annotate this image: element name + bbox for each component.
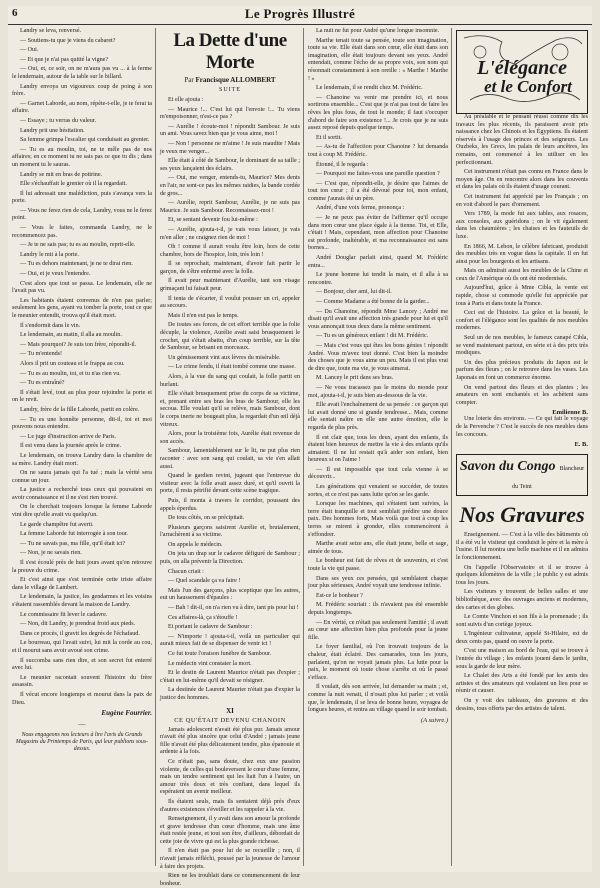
- paragraph: Mais l'un des garçons, plus sceptique que les autres, eut un haussement d'épaules :: [160, 587, 300, 602]
- paragraph: On vend partout des fleurs et des plantes ; les amateurs en sont enchantés et les achètent sans compter.: [456, 384, 588, 406]
- paragraph: Et il sortit.: [316, 134, 342, 141]
- paragraph: La justice a recherché tous ceux qui pouvaient en avoir connaissance et il ne s'est rien trouvé.: [12, 487, 152, 501]
- paragraph: Le garde champêtre fut averti.: [20, 521, 94, 528]
- note-signature: E. B.: [574, 441, 588, 449]
- paragraph: Rien ne les troublait dans ce commencement de leur bonheur.: [160, 873, 300, 887]
- paragraph: Et le destin de Laurent Maurice n'était pas d'expier ; c'était en lui-même qu'il devait se résigner.: [160, 670, 300, 684]
- paragraph: Landry se mit en bras de poitrine.: [20, 171, 103, 178]
- paragraph: Le lendemain, la justice, les gendarmes et les voisins s'étaient rassemblés devant la maison de Landry.: [12, 594, 152, 608]
- paragraph: Le lendemain, on trouva Landry dans la chambre de sa mère. Landry était mort.: [12, 452, 152, 467]
- paragraph: Cet instrument n'était pas connu en France dans le moyen âge. On en rencontre alors dans les couvents et dans les palais où ils étaient d'usage courant.: [456, 169, 588, 191]
- serial-subtitle: SUITE: [219, 87, 241, 93]
- savon-subtitle: Blancheur du Teint: [512, 466, 585, 491]
- paragraph: Plusieurs garçons saisirent Aurélie et, brutalement, l'arrachèrent à sa victime.: [160, 524, 300, 539]
- paragraph: Et elle ajouta :: [168, 97, 204, 103]
- paragraph: — As-tu de l'affection pour Chanoine ? lui demanda tout à coup M. Frédéric.: [308, 144, 448, 158]
- paragraph: Marthe avait seize ans, elle était jeune, belle et sage, aimée de tous.: [308, 541, 448, 555]
- paragraph: Ce n'était pas, sans doute, chez eux une passion violente, de celles qui bouleversent le cœur d'une femme, mais un tendre sentiment qui les liait l'un à l'autre, un amour très doux et très confiant, dans lequel ils espéraient un avenir meilleur.: [160, 758, 300, 796]
- paragraph: Chacun criait :: [168, 568, 204, 575]
- paragraph: Elle s'était brusquement prise du corps de sa victime, et, prenant entre ses bras les bras de Sambour, elle les secoua. Elle voulait qu'il se relève, mais Sambour, dont le corps inerte ne bougeait plus, la regardait d'un œil déjà vitreux.: [160, 391, 300, 428]
- paragraph: — Il est impossible que tout cela vienne à se découvrir...: [308, 466, 448, 481]
- paragraph: Un des plus précieux produits du Japon est le parfum des fleurs ; on le retrouve dans les vases. Les Japonais en font un commerce énorme.: [456, 359, 588, 381]
- paragraph: Dans ses yeux ces pensées, qui semblaient chaque jour plus sérieuses, André voyait une tendresse infinie.: [308, 575, 448, 590]
- ornament: —: [78, 720, 86, 729]
- paragraph: Il voulait, dès son arrivée, lui demander sa main ; et, comme la nuit venait, il n'osait plus lui parler ; et voilà que, le lendemain, il se leva de bonne heure, voyagea de longues heures, et rentra au village quand le soir tombait.: [308, 684, 448, 714]
- paragraph: Au préalable et le pensant réussi comme dix les travaux les plus récents, ils paraissent avoir pris naissance chez les Chinois et les Égyptiens. Ils étaient réservés à l'usage des princes et des seigneurs. Les Ouzbeks, les Grecs, les palais de leurs ancêtres, les romains, ont commencé à les utiliser en les perfectionnant.: [456, 114, 588, 166]
- paragraph: — Vous ne ferez rien de cela, Landry, vous ne le ferez point.: [12, 207, 152, 222]
- paragraph: — Oui.: [20, 47, 39, 54]
- paragraph: Le lendemain, il se rendit chez M. Frédéric.: [316, 85, 423, 92]
- column-features: [456, 28, 588, 868]
- paragraph: On y voit des tableaux, des gravures et des dessins, tous offerts par des artistes de talent.: [456, 698, 588, 712]
- paragraph: Les habitants étaient convenus de n'en pas parler; seulement les gens, ayant vu tomber la porte, tout ce que le meunier entendit, trouva qu'il était mort.: [12, 297, 152, 319]
- paragraph: Landry prit une hésitation.: [20, 127, 85, 134]
- paragraph: — Non, je ne savais rien.: [20, 550, 82, 557]
- paragraph: Est-ce le bonheur ?: [316, 592, 363, 599]
- paragraph: Elle avait l'enchaînement de sa pensée : ce garçon qui lui avait donné une si grande tendresse... Mais, comme elle sentait naître en elle une autre émotion, elle le regarda de plus près.: [308, 402, 448, 431]
- paragraph: — Tu m'entends!: [20, 351, 63, 358]
- paragraph: — Tu es au moulin, toi, ne te mêle pas de nos affaires; en ce moment tu ne sais pas ce que tu dis ; dans un moment tu le sauras.: [12, 146, 152, 168]
- paragraph: La femme Laborde fut interrogée à son tour.: [20, 531, 128, 538]
- paragraph: Landry le mit à la porte.: [20, 251, 79, 258]
- paragraph: — Tu es dehors maintenant, je ne te dirai rien.: [20, 261, 133, 268]
- journal-title: Le Progrès Illustré: [244, 6, 356, 21]
- paragraph: Jamais adolescent n'avait été plus pur. Jamais amour n'avait été plus sincère que celui d'André ; jamais jeune fille n'avait été plus délicatement tendre, plus épanouie et ardente à la fois.: [160, 726, 300, 756]
- serial-author-prefix: Par: [184, 76, 194, 84]
- paragraph: — Mais c'est vous qui êtes les bons génies ! répondit André. Vous m'avez tout donné. C'est bien la moindre des choses que je vous aime un peu. Mais il est plus vrai de dire que, toute ma vie, je vous aimerai.: [308, 342, 448, 372]
- elegance-article: [456, 114, 588, 407]
- page-number: 6: [12, 7, 18, 19]
- paragraph: — Maurice !... C'est lui qui l'envoie !... Tu viens m'empoisonner, n'est-ce pas ?: [160, 106, 300, 121]
- paragraph: On le cherchait toujours lorsque la femme Laborde vint dire qu'elle avait vu quelqu'un.: [12, 504, 152, 519]
- paragraph: Elle s'échauffait le grenier où il la regardait.: [20, 181, 127, 188]
- column-serial-cont: [308, 28, 448, 868]
- paragraph: Le jeune homme lui tendit la main, et il alla à sa rencontre.: [308, 272, 448, 286]
- paragraph: — Tu es un généreux enfant ! dit M. Frédéric.: [316, 333, 429, 340]
- column-rule: [303, 28, 304, 866]
- serial-text: [160, 97, 300, 703]
- paragraph: Il n'en était pas pour lui de se recueillir ; non, il n'avait jamais réfléchi, poussé par la jeunesse de l'amour à faire des projets.: [160, 848, 300, 870]
- paragraph: Mais il n'en eut pas le temps.: [168, 312, 239, 319]
- paragraph: Et c'est ainsi que s'est terminée cette triste affaire dans le village de Lambert.: [12, 577, 152, 591]
- paragraph: — Soutiens-tu que je viens du cabaret?: [20, 37, 116, 44]
- paragraph: Les générations qui venaient se succéder, de toutes sortes, et ce n'est pas sans lutte qu'on se les garde.: [308, 484, 448, 498]
- paragraph: Le meunier racontait souvent l'histoire du frère assassin.: [12, 674, 152, 689]
- paragraph: Sambour, lamentablement sur le lit, ne put plus rien raconter : avec son sang qui coulait, sa vie s'en allait aussi.: [160, 448, 300, 470]
- paragraph: Il s'est écoulé près de huit jours avant qu'on retrouve la preuve du crime.: [12, 560, 152, 574]
- paragraph: Aujourd'hui, grâce à Mme Cibla, la vente est rapide, chose si commode qu'elle fut appréciée par tous à Paris et dans toute la France.: [456, 285, 588, 307]
- paragraph: Il s'endormit dans le vin.: [20, 322, 81, 329]
- paragraph: On l'appelle l'Observatoire et il se trouve à quelques kilomètres de la ville ; le public y est admis tous les jours.: [456, 564, 588, 586]
- paragraph: — Non, dit Landry, je prendrai froid aux pieds.: [20, 621, 136, 628]
- paragraph: Oh ! comme il aurait voulu être loin, hors de cette chambre, hors de l'hospice, loin, très loin !: [160, 244, 300, 258]
- paragraph: — Je te ne sais pas; tu es au moulin, reprit-elle.: [20, 242, 136, 249]
- paragraph: M. Lancey le prit dans ses bras.: [316, 375, 394, 382]
- serial-text-chapter: [160, 727, 300, 888]
- paragraph: André Douglar parlait ainsi, quand M. Frédéric entra...: [308, 255, 448, 269]
- paragraph: Vers 1789, la mode fut aux tables, aux rosaces, aux consoles, aux guéridons ; on le vit également dans les chaumières ; les chaises et les fauteuils de luxe.: [456, 211, 588, 240]
- paragraph: Landry envoya un vigoureux coup de poing à son frère.: [12, 83, 152, 98]
- gravures-title: Nos Gravures: [459, 502, 585, 528]
- paragraph: C'est alors que tout se passa. Le lendemain, elle ne l'avait pas vu.: [12, 280, 152, 295]
- paragraph: Ils étaient seuls, mais ils sentaient déjà près d'eux d'autres existences s'éveiller et les rappeler à la vie.: [160, 798, 300, 813]
- elegance-logo-art: [456, 30, 588, 114]
- paragraph: La destinée de Laurent Maurier n'était pas d'expier la justice des hommes.: [160, 687, 300, 701]
- paragraph: — Le crime fendu, il était tombé comme une masse.: [168, 364, 296, 371]
- paragraph: — En vérité, ce n'était pas seulement l'amitié ; il avait au cœur une affection bien plus profonde pour la jeune fille.: [308, 619, 448, 641]
- paragraph: Ceci est de l'histoire. La grâce et la beauté, le confort et l'élégance sont les qualités de nos meubles modernes.: [456, 310, 588, 332]
- story-signature: Eugène Fourrier.: [101, 709, 152, 718]
- paragraph: En 1866, M. Lebon, le célèbre fabricant, produisit des meubles très en vogue dans la capitale. Il en fut ainsi pour les bourgeois et les artisans.: [456, 243, 588, 265]
- paragraph: — Oui, et, ce soir, on ne m'aura pas vu ... à la ferme le lendemain, autour de la table sur le billard.: [12, 66, 152, 80]
- paragraph: Puis, il monta à travers le corridor, poussant des appels éperdus.: [160, 497, 300, 512]
- chapter-title: CE QU'ÉTAIT DEVENU CHANOIN: [174, 716, 286, 724]
- chapter-number: XI: [226, 706, 234, 715]
- paragraph: Étonné, il le regarda :: [316, 161, 369, 168]
- paragraph: Les visiteurs y trouvent de belles salles et une bibliothèque, avec des ouvrages anciens et modernes, des cartes et des globes.: [456, 589, 588, 611]
- paragraph: Enseignement. — C'est à la ville des bâtiments où il a été vu le visiteur qui conduisit le père et la mère à l'usine. Il lui montra une belle machine et il en admira le fonctionnement.: [456, 532, 588, 561]
- paragraph: — Non ! personne ne m'aime ! Je suis maudite ! Mais je veux me venger...: [160, 140, 300, 155]
- paragraph: On appela le médecin.: [168, 541, 223, 548]
- column-serial: [160, 28, 300, 887]
- paragraph: Le Chalet des Arts a été fondé par les amis des artistes et des amateurs qui voulaient un lieu pour se réunir et causer.: [456, 673, 588, 695]
- paragraph: Sa femme grimpa l'escalier qui conduisait au grenier.: [20, 137, 150, 144]
- newspaper-page: [8, 6, 592, 887]
- paragraph: — Oui, me venger, entends-tu, Maurice? Mes dents en l'air, ne sont-ce pas les mêmes raidies, la bande cordée de gros...: [160, 175, 300, 197]
- paragraph: Ce fut toute l'oraison funèbre de Sambour.: [168, 651, 272, 657]
- paragraph: — Mais pourquoi? Je suis ton frère, répondit-il.: [20, 341, 137, 348]
- paragraph: — Bonjour, cher ami, lui dit-il.: [316, 289, 392, 296]
- paragraph: Dans ce procès, il gravit les degrés de l'échafaud.: [20, 630, 140, 637]
- paragraph: Alors, pour la troisième fois, Aurélie était revenue de son accès.: [160, 431, 300, 445]
- paragraph: — Bah ! dit-il, on n'a rien vu à dire, tant pis pour lui !: [168, 605, 299, 612]
- paragraph: On jeta un drap sur le cadavre défiguré de Sambour ; puis, on alla prévenir la Direction.: [160, 551, 300, 566]
- paragraph: Le médecin vint constater la mort.: [168, 660, 252, 667]
- paragraph: Le lendemain, au matin, il alla au moulin.: [20, 332, 122, 339]
- paragraph: Seul un de nos meubles, le fameux canapé Cibla, se vend maintenant partout, en série et à des prix très modiques.: [456, 335, 588, 357]
- paragraph: — Oui, et je veux l'entendre.: [20, 271, 91, 278]
- paragraph: Landry se leva, renversé.: [20, 28, 82, 34]
- paragraph: Il succomba sans rien dire, et son secret fut enterré avec lui.: [12, 657, 152, 672]
- note-text: Une loterie des environs. — Ce qui fait le voyage de la Pervenche ? C'est le succès de nos meubles dans les concours.: [456, 416, 588, 438]
- paragraph: — Le juge d'instruction arrive de Paris.: [20, 433, 117, 440]
- paragraph: — Et que je n'ai pas quitté la vigne?: [20, 56, 109, 63]
- paragraph: Marthe tenait toute sa pensée, toute son imagination, toute sa vie. Elle était dans son cœur, elle était dans son imagination, elle était toujours devant ses yeux. André entendait, comme l'écho de sa propre voix, son nom qui résonnait constamment à son oreille : « Marthe ! Marthe ! »: [308, 37, 448, 82]
- column-rule: [451, 28, 452, 866]
- paragraph: — Essaye ; tu verras du valeur.: [20, 117, 96, 124]
- paragraph: — Je ne peux pas éviter de l'affirmer qu'il occupe dans mon cœur une place égale à la tienne. Toi, et Elle, c'était ! Mais, cependant, mon affection pour Chanoine est profonde, inaltérable, et ma reconnaissance est sans bornes...: [308, 215, 448, 252]
- paragraph: Il s'était levé, tout au plus pour rejoindre la porte et on le revit.: [12, 389, 152, 404]
- paragraph: Elle était à côté de Sambour, le dominant de sa taille ; ses yeux lançaient des éclairs.: [160, 158, 300, 172]
- paragraph: Renseignement, il y avait dans son amour la profonde et grave tendresse d'un cœur d'homme, mais une âme était restée jeune, et tout son être, d'ailleurs, débordait de cette joie de vivre qui est la plus grande richesse.: [160, 816, 300, 845]
- serial-title: La Dette d'une Morte: [173, 30, 287, 73]
- paragraph: — Aurélie ! écoute-moi ! répondit Sambour. Je suis un ami. Vous savez bien que je vous aime, moi !: [160, 123, 300, 138]
- paragraph: Il se reprochait, maintenant, d'avoir fait partir le garçon, de s'être enfermé avec la folle.: [160, 261, 300, 275]
- paragraph: Mais on admirait aussi les meubles de la Chine et ceux de l'Amérique où ils ont été modernisés.: [456, 268, 588, 282]
- paragraph: Le bourreau, qui l'avait suivi, lui mit la corde au cou, et il mourut sans avoir avoué son crime.: [12, 640, 152, 654]
- story-text: [12, 28, 152, 707]
- paragraph: — C'est que, répondit-elle, je désire que l'aimes de tout ton cœur ; il a été dévoué pour toi, mon enfant, comme j'aurais été un père.: [308, 180, 448, 202]
- paragraph: Il est clair que, tous les deux, ayant des enfants, ils étaient bien heureux de mettre la vie à des enfants qu'ils aimaient. Il ne lui restait qu'à aider son enfant, bien heureux si on l'aime !: [308, 434, 448, 464]
- masthead: [8, 6, 592, 25]
- paragraph: — Aurélie, reprit Sambour, Aurélie, je ne suis pas Maurice. Je suis Sambour. Reconnaissez-moi !: [160, 200, 300, 214]
- paragraph: Il avait peur maintenant d'Aurélie, tant son visage grimaçant lui faisait peur.: [160, 278, 300, 293]
- paragraph: La nuit ne fut pour André qu'une longue insomnie.: [316, 28, 440, 34]
- serial-author-name: Francisque ALLOMBERT: [195, 76, 276, 84]
- paragraph: — Quel scandale ça va faire !: [168, 578, 241, 585]
- paragraph: Alors il prit un couteau et le frappa au cou.: [20, 360, 125, 367]
- paragraph: De toutes ses forces, de cet effort terrible que la folie décuple, la violence, Aurélie avait saisi brusquement le crochet, qui s'était abattu, d'un coup terrible, sur la tête de Sambour, se brisant en morceaux.: [160, 322, 300, 352]
- paragraph: — Chanoine va venir me prendre ici, et nous sortirons ensemble... C'est que je n'ai pas tout de faire les rêves les plus fous, de tout le monde; il faut s'occuper d'abord de faire son existence !... Je crois que je ne suis assez reposé depuis quelque temps.: [308, 94, 448, 132]
- paragraph: Le commissaire fit lever le cadavre.: [20, 611, 108, 618]
- to-be-continued: (A suivre.): [420, 716, 448, 724]
- paragraph: — N'importe ! ajouta-t-il, voilà un particulier qui aurait mieux fait de se dispenser de venir ici !: [160, 633, 300, 648]
- paragraph: André, d'une voix ferme, prononça :: [316, 205, 405, 212]
- paragraph: Quand le gardien revint, jugeant que l'entrevue du visiteur avec la folle avait assez duré, et qu'il ouvrit la porte, il resta pétrifié devant cette scène tragique.: [160, 473, 300, 495]
- paragraph: De tous côtés, on se précipitait.: [168, 515, 245, 522]
- savon-advert: [456, 454, 588, 496]
- column-rule: [155, 28, 156, 866]
- paragraph: Il est venu dans la journée après le crime.: [20, 443, 122, 450]
- paragraph: — Vous le faites, commanda Landry, ne le recommencez pas.: [12, 225, 152, 239]
- serial-continuation-text: [308, 28, 448, 715]
- paragraph: Le foyer familial, où l'on trouvait toujours de la chaleur, était éclairé. Des camarades, tous les jours, parlaient, qu'on ne voyait jamais plus. La lutte pour la paix, le moment où toute chose s'arrête et où le passé s'efface.: [308, 644, 448, 681]
- paragraph: — Pourquoi me faites-vous une pareille question ?: [316, 171, 440, 178]
- paragraph: — Tu es au moulin, toi, et tu n'as rien vu.: [20, 370, 121, 377]
- paragraph: — Du Chanoine, répondit Mme Lancey ; André me disait qu'il avait une affection très grande pour lui et qu'il vous annonçait tous deux dans la même sentiment.: [308, 308, 448, 330]
- paragraph: Et portant le cadavre de Sambour :: [168, 624, 253, 631]
- paragraph: On ne saura jamais qui l'a tué ; mais la vérité sera connue un jour.: [12, 470, 152, 484]
- paragraph: — Tu ne savais pas, ma fille, qu'il était ici?: [20, 540, 126, 547]
- paragraph: Alors, à la vue du sang qui coulait, la folle partit en hurlant.: [160, 374, 300, 388]
- footnote: Nous engageons nos lecteurs à lire l'avis du Grands Magasins du Printemps de Paris, qui leur publions sous-dessus.: [15, 732, 149, 753]
- column-story-end: [12, 28, 152, 868]
- serial-author: [160, 76, 300, 84]
- paragraph: Cet instrument fut apprécié par les Français ; on en voit d'abord le parc d'ornement.: [456, 193, 588, 208]
- article-signature: Emilienne B.: [552, 409, 588, 417]
- elegance-logo: [456, 30, 588, 114]
- logo-line-1: L'élégance: [477, 57, 567, 79]
- paragraph: — Aurélie, ajouta-t-il, je vais vous laisser, je vais m'en aller ; ne craignez rien de moi !: [160, 226, 300, 241]
- paragraph: — Tu es une honnête personne, dit-il, toi et moi pouvons nous entendre.: [12, 416, 152, 431]
- paragraph: Landry, frère de la fille Laborde, partit en colère.: [20, 406, 140, 413]
- paragraph: Il lui adressait une malédiction, puis s'avança vers la porte.: [12, 190, 152, 205]
- paragraph: Le Comte Vinchon et son fils à la promenade ; ils sont suivis d'un cortège joyeux.: [456, 614, 588, 628]
- paragraph: Il vécut encore longtemps et mourut dans la paix de Dieu.: [12, 691, 152, 706]
- paragraph: L'Ingénieur cultivateur, appelé St-Hilaire, est de deux cents pas, quand on ouvre la porte.: [456, 631, 588, 645]
- gravures-text: [456, 532, 588, 713]
- paragraph: — Tu es entraîné?: [20, 380, 65, 387]
- paragraph: Il tenta de s'écarter, il voulut pousser un cri, appeler au secours.: [160, 295, 300, 310]
- paragraph: — Garnet Laborde, au nom, répète-t-elle, je te ferai ta affaire.: [12, 100, 152, 115]
- paragraph: Et, se sentant devenir fou lui-même :: [168, 217, 258, 224]
- paragraph: — Comme Madame a été bonne de la garder...: [316, 299, 430, 305]
- paragraph: Lorsque les machines, qui s'étaient tant suivies, la terre était tranquille et tout semblait prédire une douce paix. Des hommes forts, Mais voilà que tout à coup les terres se mirent à gronder, elles commencèrent à s'effondrer.: [308, 501, 448, 538]
- paragraph: Un gémissement vint aux lèvres du misérable.: [168, 354, 281, 361]
- savon-title: Savon du Congo: [459, 459, 556, 475]
- paragraph: — Ne vous tracassez pas le moins du monde pour moi, ajouta-t-il, je suis bien au-dessous de la vie.: [308, 384, 448, 399]
- paragraph: C'est une maison au bord de l'eau, qui se trouve à l'entrée du village ; les enfants jouent dans le jardin, sous la garde de leur mère.: [456, 648, 588, 670]
- paragraph: Ces affaires-là, ça s'étouffe !: [168, 614, 238, 621]
- paragraph: Le bonheur est fait de rêves et de souvenirs, et c'est toute la vie qui passe.: [308, 558, 448, 572]
- logo-line-2: et le Confort: [484, 77, 572, 96]
- paragraph: M. Frédéric souriait : ils n'avaient pas été ensemble depuis longtemps.: [308, 602, 448, 616]
